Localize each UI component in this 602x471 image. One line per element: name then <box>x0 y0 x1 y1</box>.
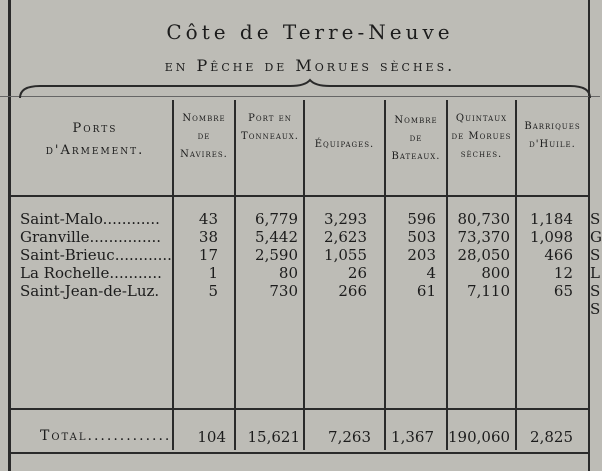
header-quintaux: Quintaux de Morues sèches. <box>451 113 512 160</box>
cell-equipages: 26 <box>347 264 367 282</box>
cell-barriques: 466 <box>544 246 573 264</box>
cell-barriques: 65 <box>553 282 573 300</box>
cell-equipages: 2,623 <box>324 228 367 246</box>
col-tonneaux <box>236 210 298 300</box>
col-barriques <box>517 210 573 300</box>
title-brace <box>20 80 590 100</box>
cell-equipages: 266 <box>338 282 367 300</box>
total-navires: 104 <box>197 428 226 446</box>
cell-bateaux: 61 <box>416 282 436 300</box>
header-equipages: Équipages. <box>314 139 375 150</box>
cell-bateaux: 596 <box>407 210 436 228</box>
total-quintaux: 190,060 <box>448 428 511 446</box>
cell-navires: 1 <box>208 264 218 282</box>
total-bateaux: 1,367 <box>391 428 434 446</box>
cell-barriques: 1,098 <box>530 228 573 246</box>
col-navires <box>174 210 218 300</box>
page-title: Côte de Terre-Neuve <box>166 20 454 44</box>
port-name: La Rochelle........... <box>20 264 162 282</box>
header-barriques: Barriques d'Huile. <box>524 121 581 150</box>
cell-tonneaux: 80 <box>278 264 298 282</box>
cell-quintaux: 80,730 <box>457 210 510 228</box>
cell-navires: 38 <box>198 228 218 246</box>
edge-letter: S <box>590 246 601 264</box>
port-name: Granville............... <box>20 228 162 246</box>
total-equipages: 7,263 <box>328 428 371 446</box>
port-names <box>20 210 172 300</box>
port-name: Saint-Brieuc............ <box>20 246 172 264</box>
frame-left-rule <box>8 0 11 471</box>
edge-letter: G <box>590 228 602 246</box>
cell-tonneaux: 5,442 <box>255 228 298 246</box>
cell-tonneaux: 6,779 <box>255 210 298 228</box>
cell-tonneaux: 730 <box>269 282 298 300</box>
cell-barriques: 1,184 <box>530 210 573 228</box>
header-navires: Nombre de Navires. <box>180 113 228 160</box>
total-bottom-rule <box>10 452 590 454</box>
cell-equipages: 1,055 <box>324 246 367 264</box>
total-top-rule <box>10 408 590 410</box>
cell-bateaux: 503 <box>407 228 436 246</box>
page-subtitle: en Pêche de Morues sèches. <box>164 56 456 75</box>
cell-quintaux: 73,370 <box>457 228 510 246</box>
port-name: Saint-Malo............ <box>20 210 160 228</box>
header-tonneaux: Port en Tonneaux. <box>241 113 299 142</box>
port-name: Saint-Jean-de-Luz. <box>20 282 160 300</box>
cell-quintaux: 28,050 <box>457 246 510 264</box>
col-quintaux <box>448 210 510 300</box>
cell-quintaux: 7,110 <box>467 282 510 300</box>
total-tonneaux: 15,621 <box>247 428 300 446</box>
col-equipages <box>305 210 367 300</box>
cell-bateaux: 4 <box>426 264 436 282</box>
edge-letter: S <box>590 210 601 228</box>
cell-navires: 43 <box>198 210 218 228</box>
total-barriques: 2,825 <box>530 428 573 446</box>
header-ports: Ports d'Armement. <box>45 121 145 158</box>
col-bateaux <box>386 210 436 300</box>
cell-navires: 5 <box>208 282 218 300</box>
cell-quintaux: 800 <box>481 264 510 282</box>
cell-tonneaux: 2,590 <box>255 246 298 264</box>
cell-bateaux: 203 <box>407 246 436 264</box>
header-bateaux: Nombre de Bateaux. <box>391 115 441 162</box>
cell-navires: 17 <box>198 246 218 264</box>
edge-letter: S <box>590 300 601 318</box>
edge-letter: L <box>590 264 600 282</box>
cell-equipages: 3,293 <box>324 210 367 228</box>
header-bottom-rule <box>10 195 590 197</box>
total-label: Total............. <box>40 428 172 444</box>
cell-barriques: 12 <box>553 264 573 282</box>
edge-letters <box>590 210 602 318</box>
edge-letter: S <box>590 282 601 300</box>
